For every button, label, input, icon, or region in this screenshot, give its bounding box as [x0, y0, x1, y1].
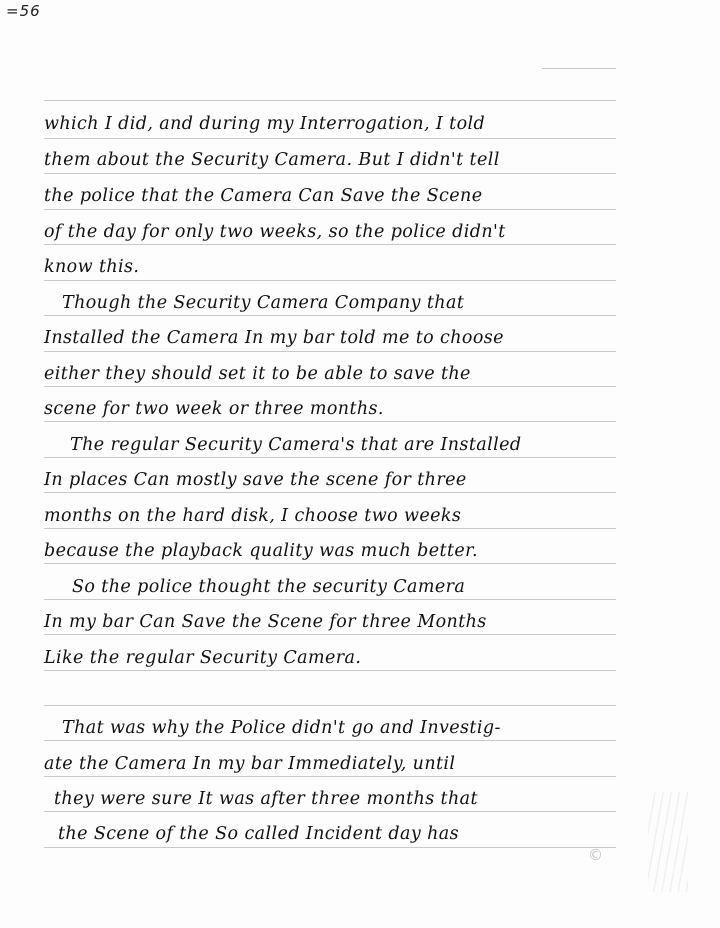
text-line: Installed the Camera In my bar told me to choose — [44, 328, 504, 348]
text-line: So the police thought the security Camera — [72, 577, 466, 597]
text-line: know this. — [44, 257, 140, 277]
text-line: The regular Security Camera's that are Installed — [70, 435, 522, 455]
text-line: of the day for only two weeks, so the police didn't — [44, 222, 506, 242]
text-line: the Scene of the So called Incident day has — [58, 824, 459, 844]
ruled-line — [542, 68, 616, 69]
text-line: either they should set it to be able to save the — [44, 364, 471, 384]
ruled-line — [44, 705, 616, 706]
text-line: In my bar Can Save the Scene for three Months — [44, 612, 487, 632]
text-line: the police that the Camera Can Save the Scene — [44, 186, 483, 206]
text-line: Like the regular Security Camera. — [44, 648, 362, 668]
text-line: In places Can mostly save the scene for three — [44, 470, 467, 490]
text-line: them about the Security Camera. But I didn't tell — [44, 150, 500, 170]
text-line: months on the hard disk, I choose two weeks — [44, 506, 462, 526]
text-line: because the playback quality was much better. — [44, 541, 478, 561]
page-number: =56 — [6, 2, 41, 20]
copyright-watermark-icon: © — [588, 846, 603, 864]
text-line: which I did, and during my Interrogation, I told — [44, 114, 486, 134]
text-line: scene for two week or three months. — [44, 399, 384, 419]
text-line: they were sure It was after three months that — [54, 789, 478, 809]
text-line: ate the Camera In my bar Immediately, until — [44, 754, 456, 774]
text-line: Though the Security Camera Company that — [62, 293, 465, 313]
ruled-line — [44, 100, 616, 101]
text-line: That was why the Police didn't go and Investig- — [62, 718, 501, 738]
paper-edge-shadow — [648, 792, 688, 892]
